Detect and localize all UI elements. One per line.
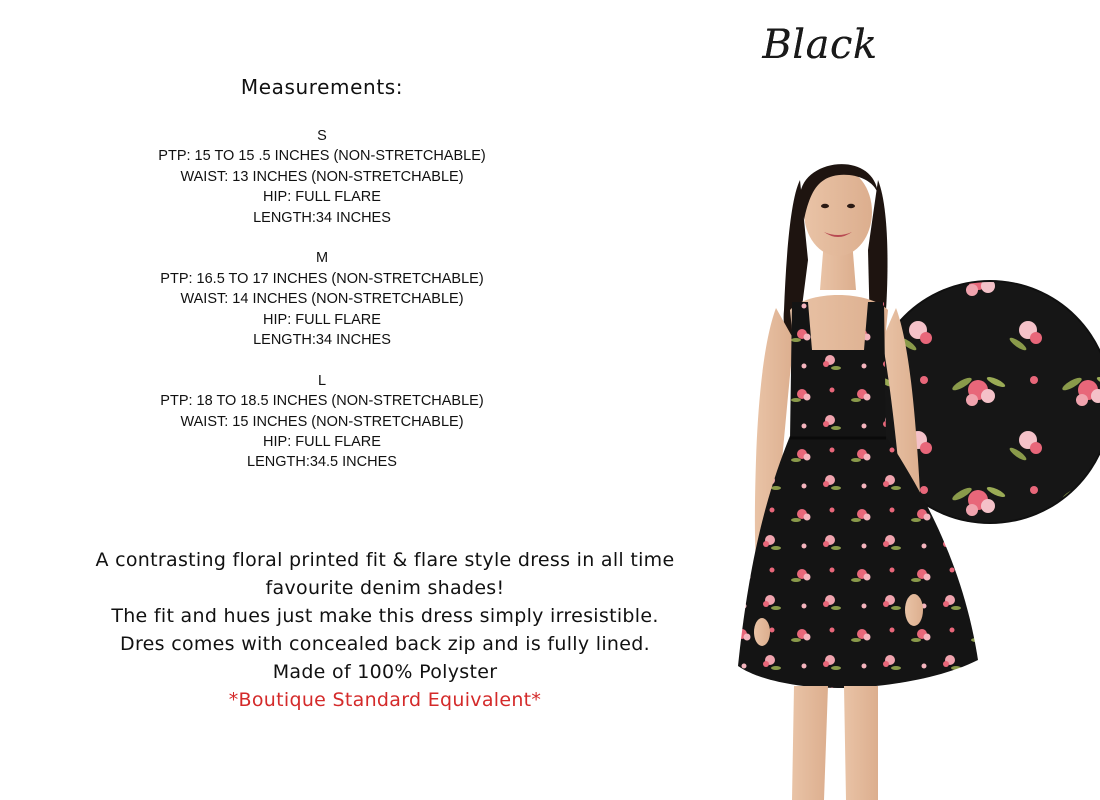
boutique-note: *Boutique Standard Equivalent* [228, 689, 542, 711]
description-line: Made of 100% Polyster [272, 661, 498, 683]
description-line: The fit and hues just make this dress simply irresistible. [111, 605, 659, 627]
measure-line: HIP: FULL FLARE [263, 189, 381, 206]
description-line: A contrasting floral printed fit & flare style dress in all time [95, 549, 675, 571]
measure-line: HIP: FULL FLARE [263, 311, 381, 328]
product-photo-area [728, 140, 1100, 800]
description-line: Dres comes with concealed back zip and is fully lined. [120, 633, 650, 655]
description-line: favourite denim shades! [265, 577, 505, 599]
product-description [50, 546, 720, 714]
measure-line: PTP: 18 TO 18.5 INCHES (NON-STRETCHABLE) [160, 393, 484, 410]
measure-line: LENGTH:34 INCHES [253, 332, 391, 349]
size-group-l [60, 371, 584, 473]
measure-line: WAIST: 15 INCHES (NON-STRETCHABLE) [180, 413, 464, 430]
size-label: S [317, 128, 327, 144]
measure-line: PTP: 16.5 TO 17 INCHES (NON-STRETCHABLE) [160, 270, 484, 287]
size-group-m [60, 248, 584, 350]
measure-line: WAIST: 14 INCHES (NON-STRETCHABLE) [180, 291, 464, 308]
model-photo [728, 140, 1100, 800]
size-label: L [317, 372, 327, 389]
size-group-s [60, 126, 584, 228]
measurements-title: Measurements: [240, 75, 404, 99]
measure-line: LENGTH:34 INCHES [253, 209, 391, 226]
measure-line: PTP: 15 TO 15 .5 INCHES (NON-STRETCHABLE) [158, 148, 486, 165]
measure-line: WAIST: 13 INCHES (NON-STRETCHABLE) [180, 168, 464, 185]
measure-line: HIP: FULL FLARE [263, 434, 381, 451]
color-name-title: Black [762, 22, 878, 68]
measure-line: LENGTH:34.5 INCHES [247, 454, 397, 471]
size-label: M [315, 250, 329, 267]
measurements-section [60, 72, 584, 493]
